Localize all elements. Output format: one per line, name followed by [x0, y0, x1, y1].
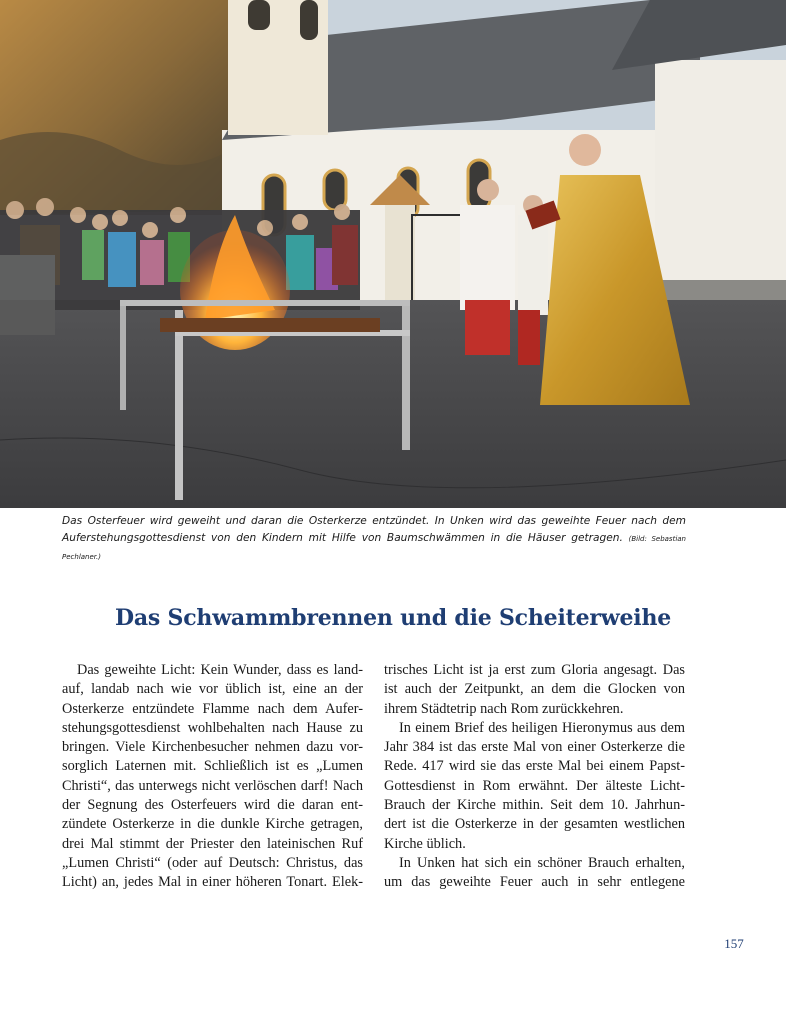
text-line: ist auch der Zeitpunkt, an dem die Glocken von — [384, 681, 685, 698]
text-line: „Lumen Christi“ (oder auf Deutsch: Christus, das — [62, 854, 363, 871]
text-line: ihrem Städtetrip nach Rom zurückkehren. — [384, 700, 624, 717]
text-line: trisches Licht ist ja erst zum Gloria angesagt. Das — [384, 662, 685, 678]
caption-text: Das Osterfeuer wird geweiht und daran die Osterkerze entzündet. In Unken wird das geweihte Feuer nach dem Auferstehungsgottesdienst von den Kindern mit Hilfe von Baumschwämmen in die Häuser getragen. — [62, 515, 686, 544]
text-line: Christi“, das unterwegs nicht verlöschen darf! Nach — [62, 777, 363, 794]
text-line: Rede. 417 wird sie das erste Mal bei einem Papst- — [384, 758, 685, 775]
text-line: Jahr 384 ist das erste Mal von einer Osterkerze die — [384, 739, 685, 756]
text-line: um das geweihte Feuer auch in sehr entlegene — [384, 874, 685, 891]
text-line: der Segnung des Osterfeuers wird die daran ent- — [62, 797, 363, 814]
text-line: sorglich Laternen mit. Schließlich ist es „Lumen — [62, 758, 363, 775]
left-text-column — [62, 661, 363, 893]
photo-credit: (Bild: Sebastian Pechlaner.) — [62, 535, 686, 561]
text-line: dert ist die Osterkerze in der gesamten westlichen — [384, 816, 685, 833]
photo-caption — [62, 513, 686, 566]
text-line: Licht) an, jedes Mal in einer höheren Tonart. Elek- — [62, 874, 363, 891]
page-number: 157 — [724, 936, 744, 951]
page-number-area — [0, 936, 746, 952]
right-text-column — [384, 661, 685, 893]
text-line: Gottesdienst in Rom erwähnt. Der älteste Licht- — [384, 777, 685, 794]
text-line: Kirche üblich. — [384, 835, 466, 852]
text-line: drei Mal stimmt der Priester den lateinischen Ruf — [62, 835, 363, 852]
text-line: zündete Osterkerze in die dunkle Kirche getragen, — [62, 816, 363, 833]
text-line: stehungsgottesdienst wohlbehalten nach Hause zu — [62, 719, 363, 736]
text-line: bringen. Viele Kirchenbesucher nehmen dazu vor- — [62, 739, 363, 756]
text-line: auf, landab nach wie vor üblich ist, eine an der — [62, 681, 363, 698]
text-line: Brauch der Kirche mithin. Seit dem 10. Jahrhun- — [384, 797, 685, 814]
text-line: Osterkerze entzündete Flamme nach dem Aufer- — [62, 700, 363, 717]
osterfeuer-photo — [0, 0, 786, 508]
section-heading: Das Schwammbrennen und die Scheiterweihe — [114, 605, 672, 631]
text-line: Das geweihte Licht: Kein Wunder, dass es land- — [77, 662, 363, 678]
text-line: In Unken hat sich ein schöner Brauch erhalten, — [399, 854, 685, 871]
text-line: In einem Brief des heiligen Hieronymus aus dem — [399, 719, 685, 736]
